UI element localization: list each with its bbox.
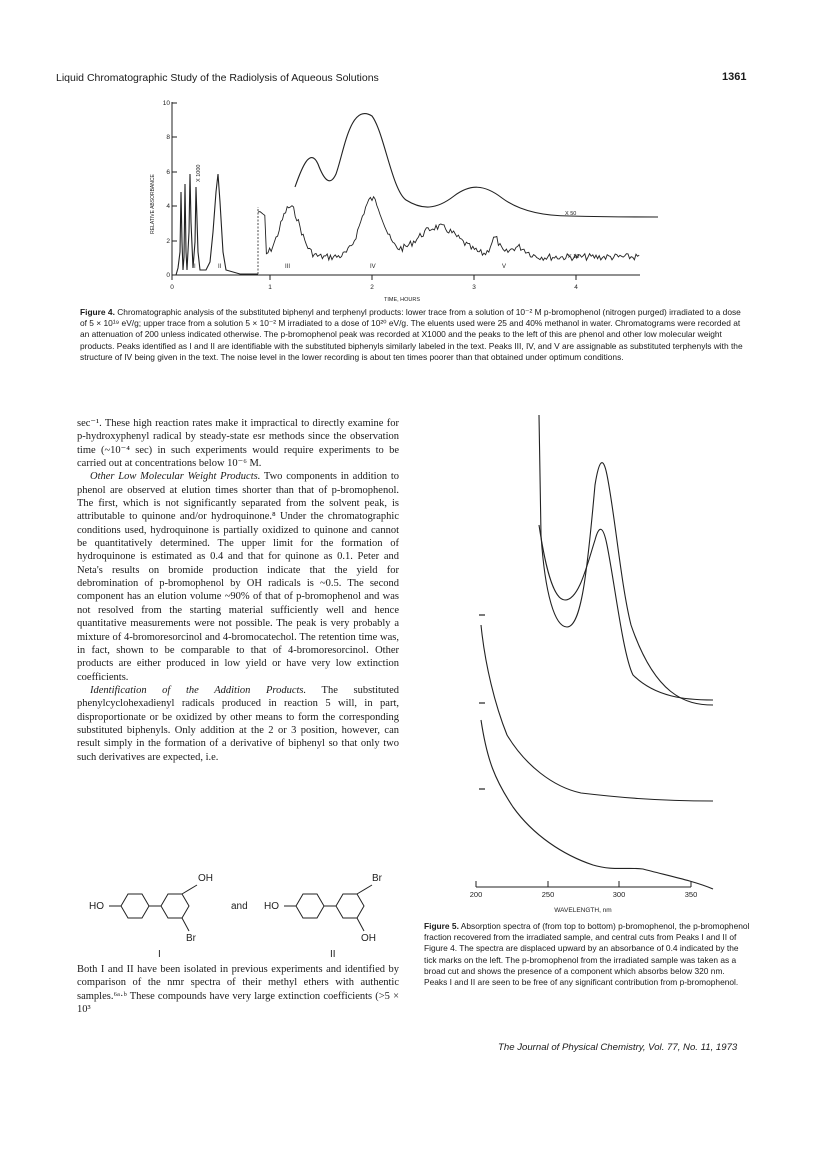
structure-1-oh: OH <box>198 873 213 884</box>
fig4-x10-label: X 10 <box>568 254 580 260</box>
fig5-spectrum-3 <box>481 625 713 801</box>
fig4-x50-label: X 50 <box>565 211 577 217</box>
figure-4-caption-text: Chromatographic analysis of the substituted biphenyl and terphenyl products: lower trace from a solution of 10⁻² M p-bromophenol (nitrogen purged) irradiated to a dose of 5 × 10¹⁹ eV/g; upper trace from a solution 5 × 10⁻² M irradiated to a dose of 10²⁰ eV/g. The eluents used were 25 and 40% methanol in water. Chromatograms were recorded at an attenuation of 200 unless indicated otherwise. The p-bromophenol peak was recorded at X1000 and the peaks to the left of this are phenol and other low molecular weight products. Peaks identified as I and II are identifiable with the substituted biphenyls similarly labeled in the text. Peaks III, IV, and V are assignable as substituted terphenyls with the structure of IV being given in the text. The noise level in the lower recording is about ten times poorer than that obtained under optimum conditions. <box>80 307 743 362</box>
figure-4-caption-label: Figure 4. <box>80 307 115 317</box>
fig4-upper-trace <box>295 114 658 217</box>
paragraph-rates: sec⁻¹. These high reaction rates make it impractical to directly examine for p-hydroxyphenyl radical by steady-state esr methods since the observation time (~10⁻⁴ sec) in such experiments would require experiments to be carried out at concentrations below 10⁻⁶ M. <box>77 418 399 470</box>
paragraph-low-mw-products <box>77 470 399 684</box>
fig4-xtick-0: 0 <box>170 284 174 291</box>
structure-2-br: Br <box>372 873 382 884</box>
figure-4-chromatogram <box>140 92 680 307</box>
fig5-x-axis-label: WAVELENGTH, nm <box>554 907 612 914</box>
figure-5-caption-text: Absorption spectra of (from top to bottom) p-bromophenol, the p-bromophenol fraction recovered from the irradiated sample, and central cuts from Peaks I and II of Figure 4. The spectra are displaced upward by an absorbance of 0.4 indicated by the tick marks on the left. The p-bromophenol from the irradiated sample was taken as a broad cut and shows the presence of a component which absorbs below 320 nm. Peaks I and II are seen to be free of any significant contribution from p-bromophenol. <box>424 921 750 988</box>
fig4-early-peaks <box>176 174 258 275</box>
structure-2-label: II <box>330 949 336 960</box>
left-column-text-bottom <box>77 963 399 1016</box>
fig4-xtick-4: 4 <box>574 284 578 291</box>
structure-and: and <box>231 901 248 912</box>
structure-2-ho: HO <box>264 901 279 912</box>
fig4-ytick-5: 10 <box>162 100 170 107</box>
fig4-x-axis-label: TIME, HOURS <box>383 297 421 303</box>
fig4-peak-label-3: III <box>285 264 291 270</box>
fig4-xtick-1: 1 <box>268 284 272 291</box>
fig4-y-axis-label: RELATIVE ABSORBANCE <box>150 174 156 234</box>
fig4-ytick-2: 4 <box>166 203 170 210</box>
fig5-xtick-250: 250 <box>541 890 555 899</box>
fig4-x1000-label: X 1000 <box>196 164 202 182</box>
fig4-ytick-4: 8 <box>166 134 170 141</box>
fig5-xtick-200: 200 <box>469 890 483 899</box>
paragraph-isolation: Both I and II have been isolated in previous experiments and identified by comparison of the nmr spectra of their methyl ethers with authentic samples.⁶ᵃ·ᵇ These compounds have very large extinction coefficients (>5 × 10³ <box>77 964 399 1016</box>
fig4-peak-label-4: IV <box>370 264 376 270</box>
fig5-xtick-350: 350 <box>684 890 698 899</box>
fig5-spectrum-4 <box>481 720 713 889</box>
page-number: 1361 <box>722 71 747 83</box>
left-column-text <box>77 417 399 764</box>
fig5-spectrum-2 <box>539 525 713 700</box>
fig5-xtick-300: 300 <box>612 890 626 899</box>
paragraph-addition-products <box>77 684 399 764</box>
fig4-ytick-3: 6 <box>166 169 170 176</box>
fig4-ytick-1: 2 <box>166 238 170 245</box>
fig4-peak-label-1: I <box>194 264 196 270</box>
figure-5-spectra <box>455 415 745 925</box>
fig4-ytick-0: 0 <box>166 272 170 279</box>
structure-1-label: I <box>158 949 161 960</box>
fig4-xtick-3: 3 <box>472 284 476 291</box>
journal-footer: The Journal of Physical Chemistry, Vol. 77, No. 11, 1973 <box>498 1042 738 1053</box>
paragraph-low-mw-body: Two components in addition to phenol are observed at elution times shorter than that of p-bromophenol. The first, which is not significantly separated from the solvent peak, is attributable to quinone and/or hydroquinone.⁸ Under the chromatographic conditions used, hydroquinone is partially oxidized to quinone and cannot be quantitatively determined. The upper limit for the formation of hydroquinone is estimated as 0.4 and that for quinone as 0.1. Peter and Neta's results on bromide production indicate that the yield for debromination of p-bromophenol by OH radicals is ~0.5. The second component has an elution volume ~90% of that of p-bromophenol and was not resolved from the starting material sufficiently well and hence quantitative measurements were not possible. The peak is very probably a mixture of 4-bromoresorcinol and 4-bromocatechol. The retention time was, in fact, shown to be comparable to that of 4-bromoresorcinol. Other products are either produced in low yield or have very low extinction coefficients. <box>77 471 400 683</box>
fig4-peak-label-2: II <box>218 264 222 270</box>
structure-2-oh: OH <box>361 933 376 944</box>
fig5-spectrum-1 <box>539 415 713 705</box>
figure-4-caption <box>80 307 748 363</box>
biphenyl-structures <box>85 871 395 961</box>
structure-1-ho: HO <box>89 901 104 912</box>
figure-5-caption-label: Figure 5. <box>424 921 459 931</box>
fig4-lower-trace <box>258 197 639 261</box>
running-title: Liquid Chromatographic Study of the Radiolysis of Aqueous Solutions <box>56 72 379 84</box>
fig4-xtick-2: 2 <box>370 284 374 291</box>
figure-5-caption <box>424 921 750 988</box>
heading-addition-products: Identification of the Addition Products. <box>90 684 307 696</box>
paragraph-addition-body: The substituted phenylcyclohexadienyl radicals produced in reaction 5 will, in part, disproportionate or be oxidized by other means to form the corresponding substituted biphenyls. Only addition at the 2 or 3 position, however, can result simply in the formation of a derivative of biphenyl so that only two such derivatives are expected, i.e. <box>77 684 399 763</box>
heading-low-mw-products: Other Low Molecular Weight Products. <box>90 471 261 483</box>
fig4-peak-label-5: V <box>502 264 507 270</box>
structure-1-br: Br <box>186 933 196 944</box>
